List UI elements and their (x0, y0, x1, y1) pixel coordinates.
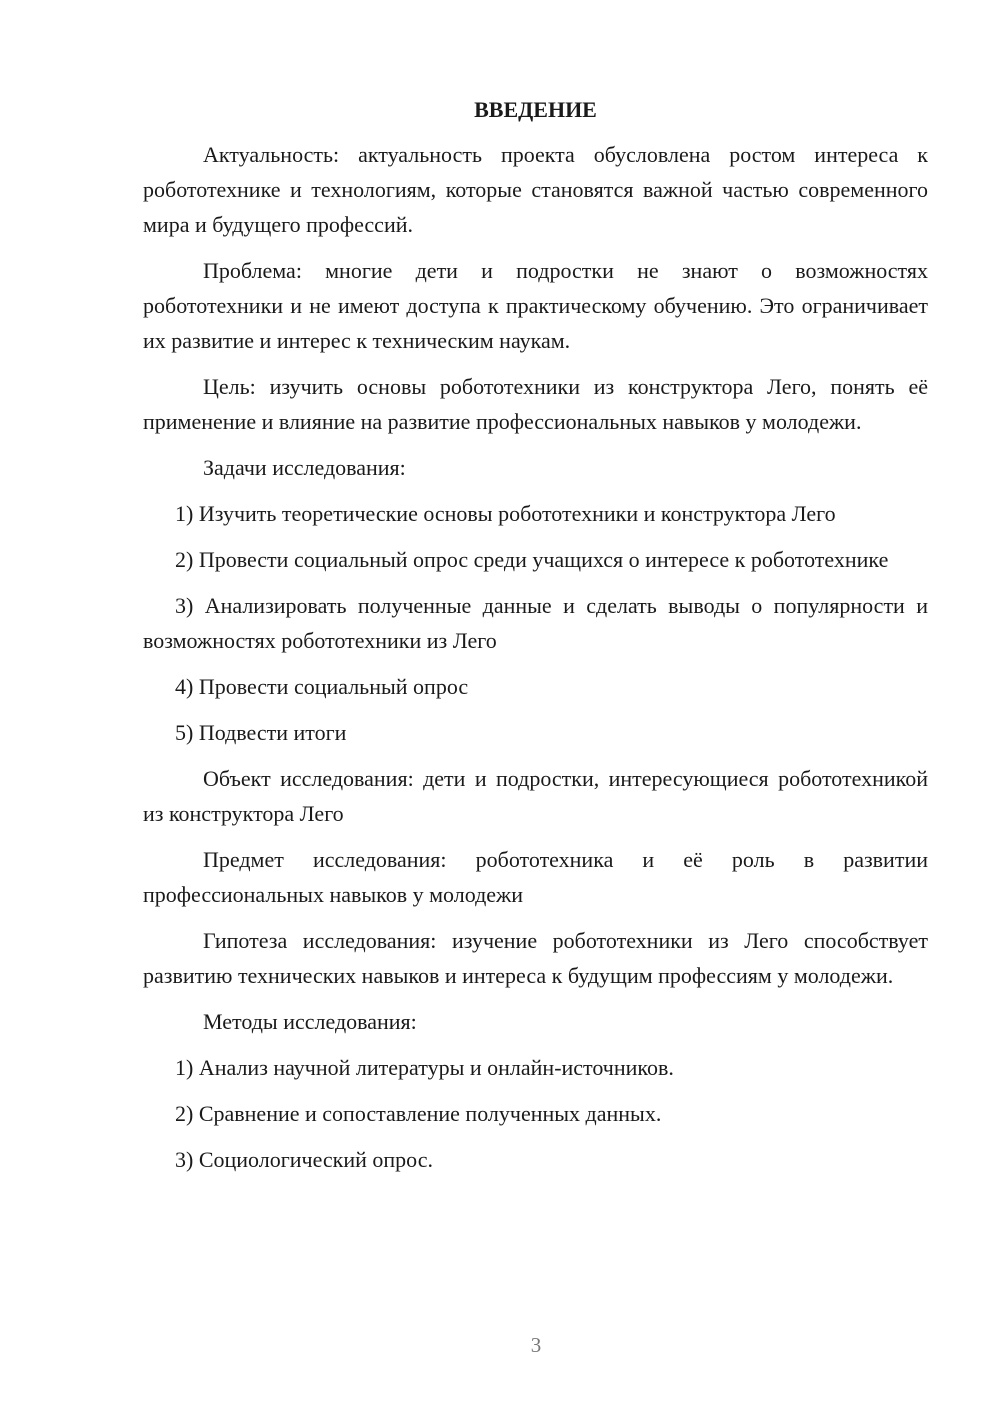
problem-paragraph: Проблема: многие дети и подростки не знают о возможностях робототехники и не имеют доступа к практическому обучению. Это ограничивает их развитие и интерес к техническим наукам. (143, 258, 928, 353)
tasks-heading: Задачи исследования: (203, 455, 406, 480)
task-item: 1) Изучить теоретические основы робототехники и конструктора Лего (175, 501, 836, 526)
section-title: ВВЕДЕНИЕ (474, 97, 597, 122)
task-item: 5) Подвести итоги (175, 720, 347, 745)
method-item: 1) Анализ научной литературы и онлайн-источников. (175, 1055, 674, 1080)
page-number: 3 (530, 1333, 542, 1357)
goal-paragraph: Цель: изучить основы робототехники из конструктора Лего, понять её применение и влияние на развитие профессиональных навыков у молодежи. (143, 374, 928, 434)
object-paragraph: Объект исследования: дети и подростки, интересующиеся робототехникой из конструктора Лего (143, 766, 928, 826)
task-item: 3) Анализировать полученные данные и сделать выводы о популярности и возможностях робототехники из Лего (143, 593, 928, 653)
hypothesis-paragraph: Гипотеза исследования: изучение робототехники из Лего способствует развитию технических навыков и интереса к будущим профессиям у молодежи. (143, 928, 928, 988)
task-item: 2) Провести социальный опрос среди учащихся о интересе к робототехнике (175, 547, 889, 572)
task-item: 4) Провести социальный опрос (175, 674, 469, 699)
methods-heading: Методы исследования: (203, 1009, 417, 1034)
method-item: 2) Сравнение и сопоставление полученных данных. (175, 1101, 662, 1126)
subject-paragraph: Предмет исследования: робототехника и её роль в развитии профессиональных навыков у молодежи (143, 847, 928, 907)
relevance-paragraph: Актуальность: актуальность проекта обусловлена ростом интереса к робототехнике и технологиям, которые становятся важной частью современного мира и будущего профессий. (143, 142, 928, 237)
method-item: 3) Социологический опрос. (175, 1147, 433, 1172)
document-page (143, 92, 928, 1188)
